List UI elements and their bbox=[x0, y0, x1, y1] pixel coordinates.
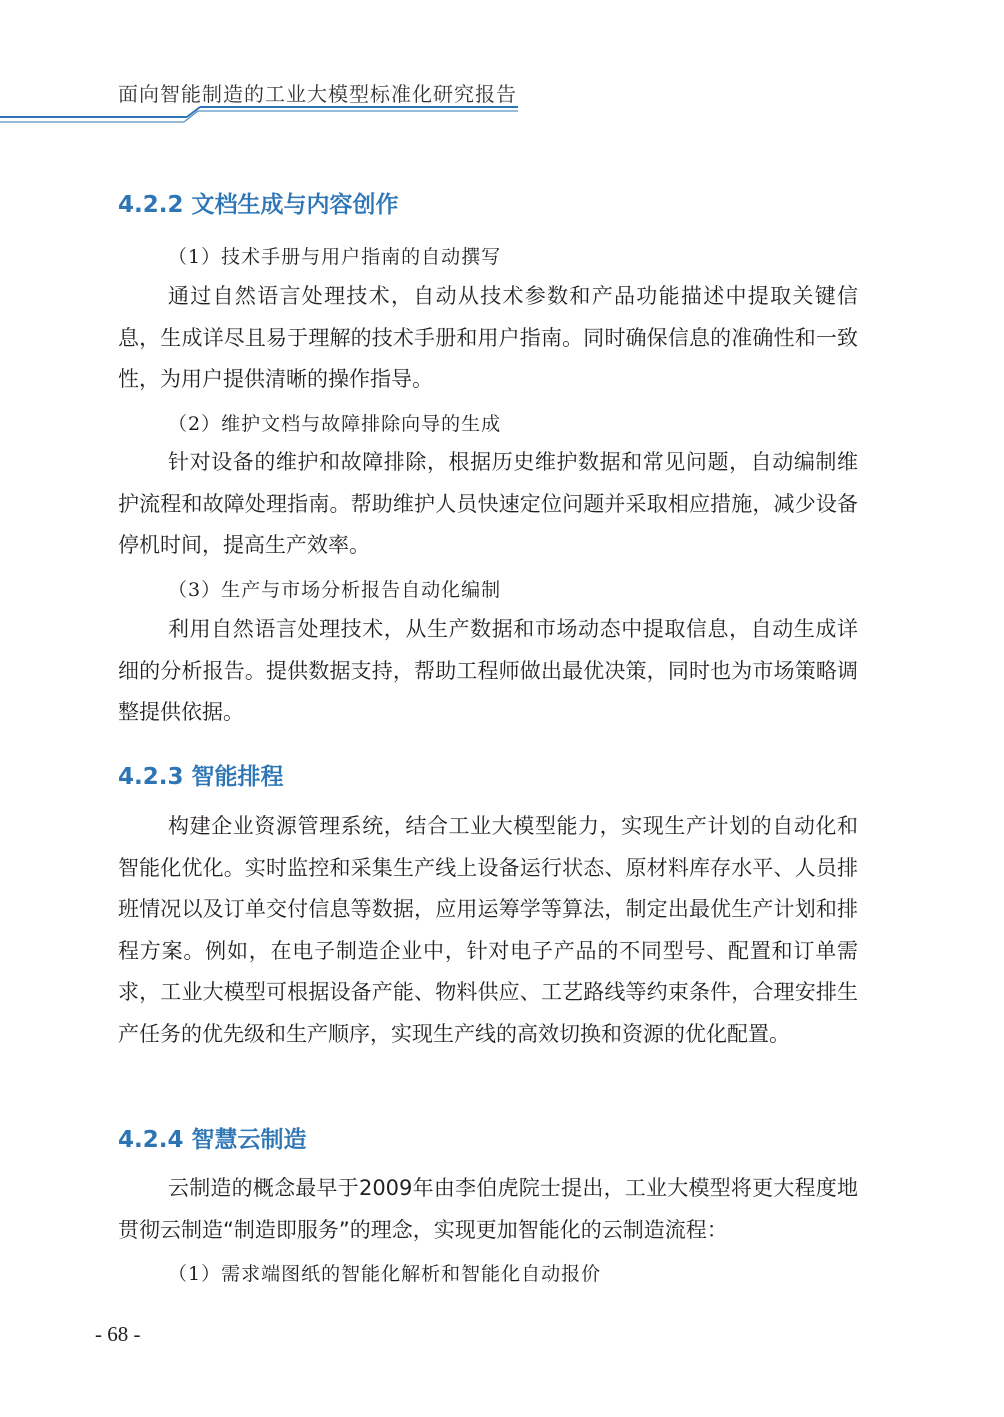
header-rule bbox=[0, 100, 520, 130]
paragraph: 云制造的概念最早于2009年由李伯虎院士提出，工业大模型将更大程度地贯彻云制造“制造即服务”的理念，实现更加智能化的云制造流程： bbox=[118, 1176, 858, 1242]
paragraph: 利用自然语言处理技术，从生产数据和市场动态中提取信息，自动生成详细的分析报告。提供数据支持，帮助工程师做出最优决策，同时也为市场策略调整提供依据。 bbox=[118, 617, 858, 724]
paragraph: 通过自然语言处理技术，自动从技术参数和产品功能描述中提取关键信息，生成详尽且易于理解的技术手册和用户指南。同时确保信息的准确性和一致性，为用户提供清晰的操作指导。 bbox=[118, 284, 858, 391]
paragraph: 构建企业资源管理系统，结合工业大模型能力，实现生产计划的自动化和智能化优化。实时监控和采集生产线上设备运行状态、原材料库存水平、人员排班情况以及订单交付信息等数据，应用运筹学等算法，制定出最优生产计划和排程方案。例如，在电子制造企业中，针对电子产品的不同型号、配置和订单需求，工业大模型可根据设备产能、物料供应、工艺路线等约束条件，合理安排生产任务的优先级和生产顺序，实现生产线的高效切换和资源的优化配置。 bbox=[118, 814, 858, 1046]
header-title: 面向智能制造的工业大模型标准化研究报告 bbox=[118, 82, 517, 106]
section-heading: 4.2.2 文档生成与内容创作 bbox=[118, 192, 399, 218]
item-title: （1）需求端图纸的智能化解析和智能化自动报价 bbox=[168, 1263, 602, 1285]
section-heading: 4.2.4 智慧云制造 bbox=[118, 1127, 307, 1153]
page-number: - 68 - bbox=[95, 1322, 141, 1346]
item-title: （2）维护文档与故障排除向导的生成 bbox=[168, 413, 502, 435]
item-title: （3）生产与市场分析报告自动化编制 bbox=[168, 579, 502, 601]
paragraph: 针对设备的维护和故障排除，根据历史维护数据和常见问题，自动编制维护流程和故障处理指南。帮助维护人员快速定位问题并采取相应措施，减少设备停机时间，提高生产效率。 bbox=[118, 450, 858, 557]
item-title: （1）技术手册与用户指南的自动撰写 bbox=[168, 246, 502, 268]
section-heading: 4.2.3 智能排程 bbox=[118, 764, 284, 790]
